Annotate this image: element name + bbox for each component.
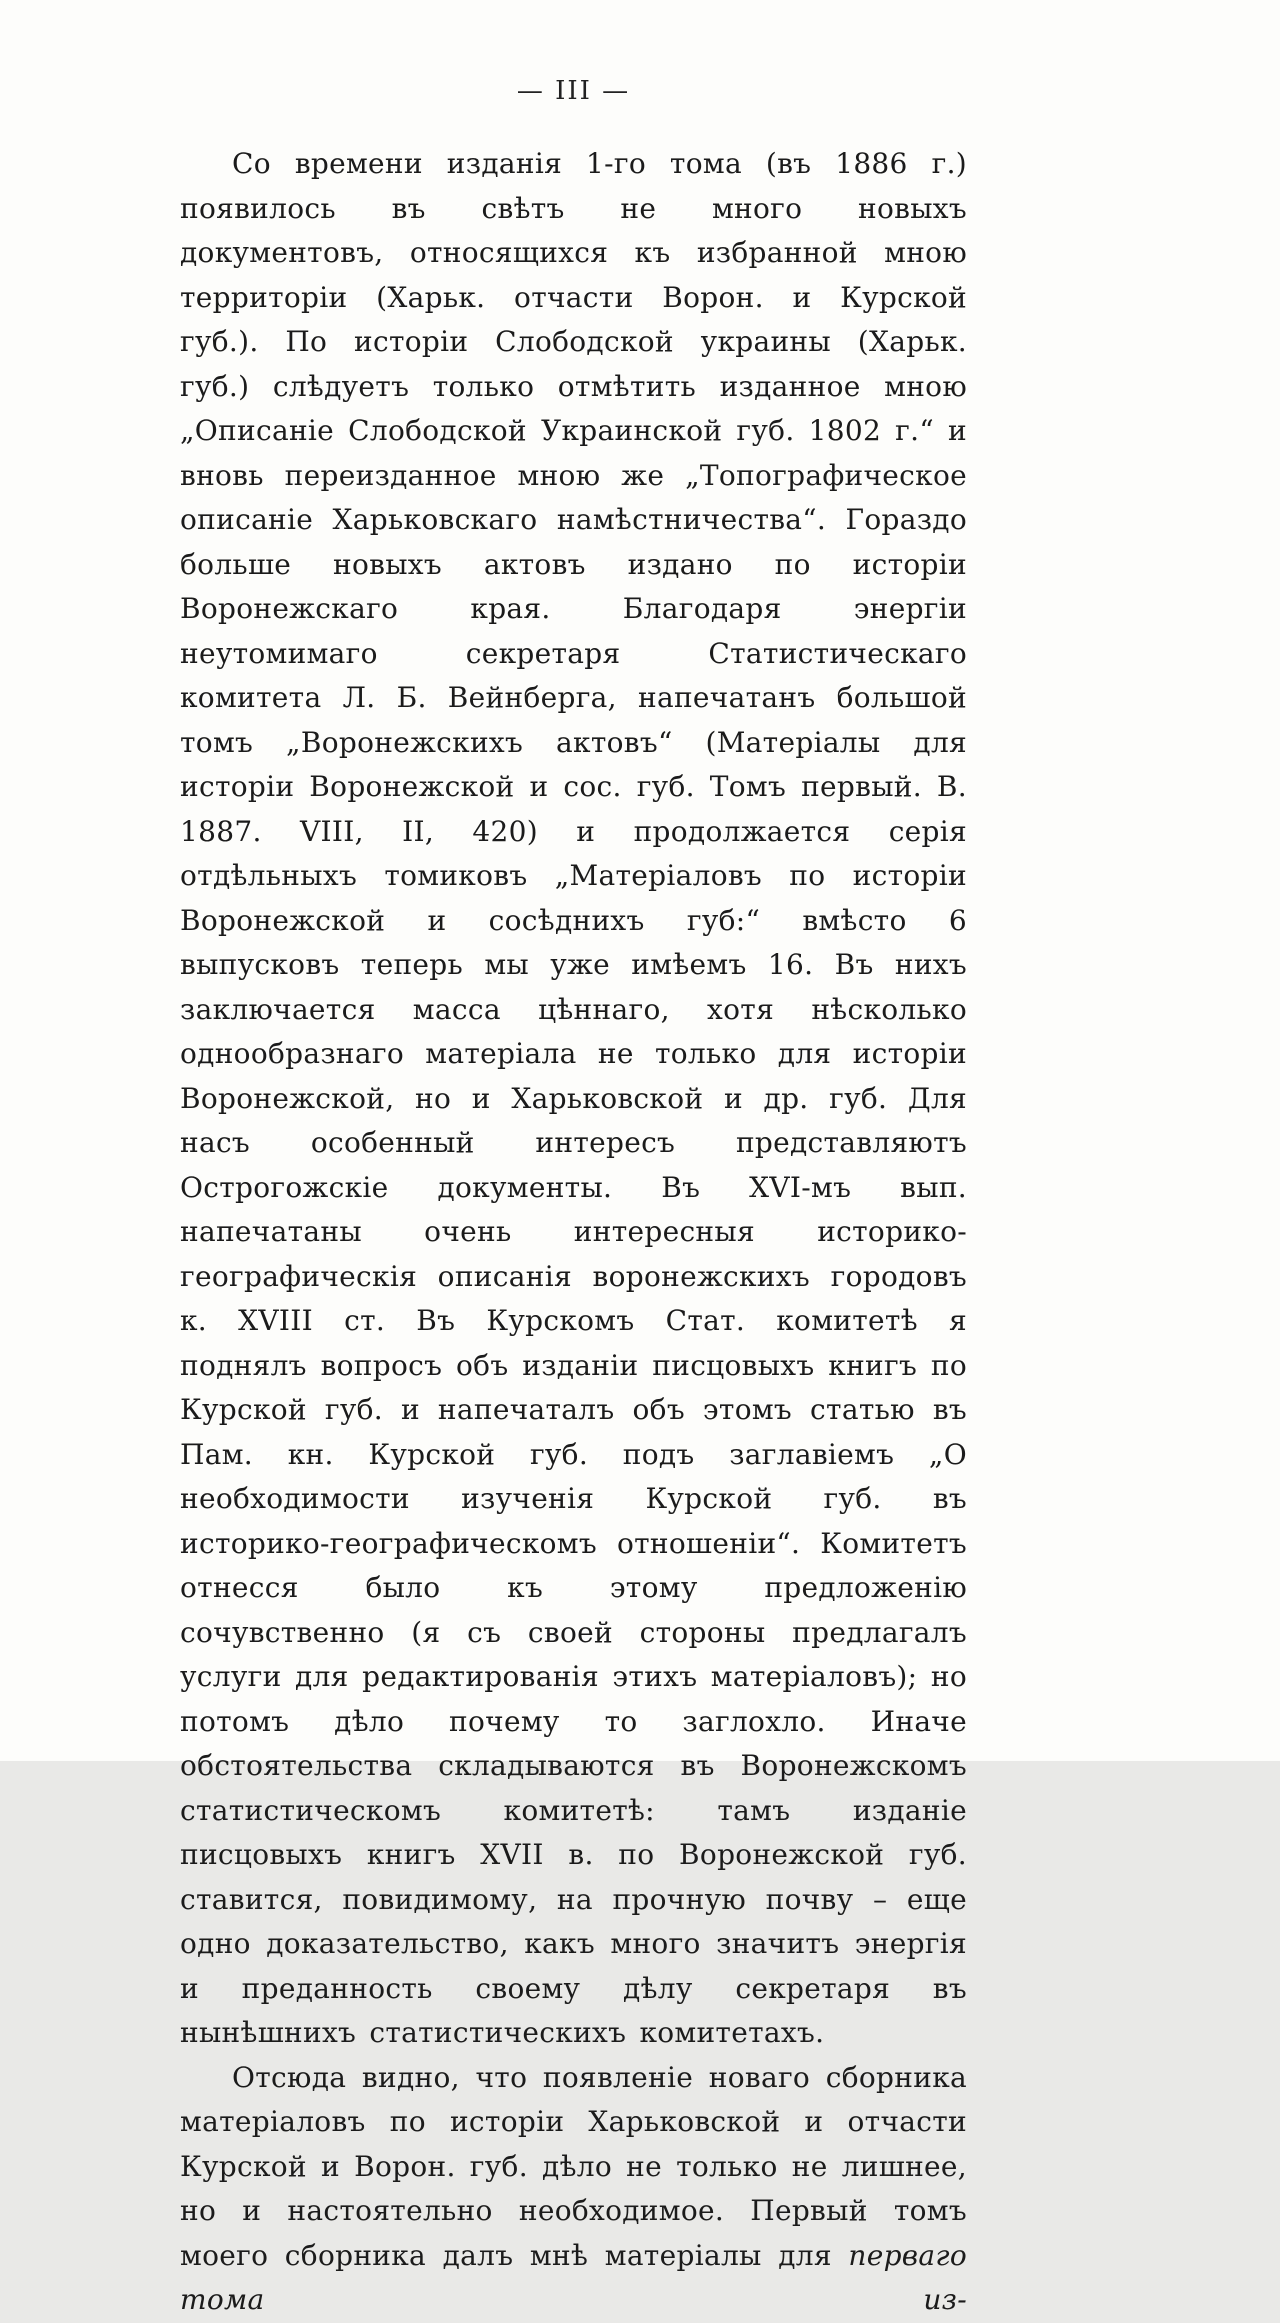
text-block [180,142,967,2323]
paragraph-1-text: Со времени изданія 1-го тома (въ 1886 г.) появилось въ свѣтъ не много новыхъ документовъ, относящихся къ избранной мною территоріи (Харьк. отчасти Ворон. и Курской губ.). По исторіи Слободской украины (Харьк. губ.) слѣдуетъ только отмѣтить изданное мною „Описаніе Слободской Украинской губ. 1802 г.“ и вновь переизданное мною же „Топографическое описаніе Харьковскаго намѣстничества“. Гораздо больше новыхъ актовъ издано по исторіи Воронежскаго края. Благодаря энергіи неутомимаго секретаря Статистическаго комитета Л. Б. Вейнберга, напечатанъ большой томъ „Воронежскихъ актовъ“ (Матеріалы для исторіи Воронежской и сос. губ. Томъ первый. В. 1887. VIII, II, 420) и продолжается серія отдѣльныхъ томиковъ „Матеріаловъ по исторіи Воронежской и сосѣднихъ губ:“ вмѣсто 6 выпусковъ теперь мы уже имѣемъ 16. Въ нихъ заключается масса цѣннаго, хотя нѣсколько однообразнаго матеріала не только для исторіи Воронежской, но и Харьковской и др. губ. Для насъ особенный интересъ представляютъ Острогожскіе документы. Въ XVI-мъ вып. напечатаны очень интересныя историко-географическія описанія воронежскихъ городовъ к. XVIII ст. Въ Курскомъ Стат. комитетѣ я поднялъ вопросъ объ изданіи писцовыхъ книгъ по Курской губ. и напечаталъ объ этомъ статью въ Пам. кн. Курской губ. подъ заглавіемъ „О необходимости изученія Курской губ. въ историко-географическомъ отношеніи“. Комитетъ отнесся было къ этому предложенію сочувственно (я съ своей стороны предлагалъ услуги для редактированія этихъ матеріаловъ); но потомъ дѣло почему то заглохло. Иначе обстоятельства складываются въ Воронежскомъ статистическомъ комитетѣ: тамъ изданіе писцовыхъ книгъ XVII в. по Воронежской губ. ставится, повидимому, на прочную почву – еще одно доказательство, какъ много значитъ энергія и преданность своему дѣлу секретаря въ нынѣшнихъ статистическихъ комитетахъ. [180,147,967,2049]
page-number: — III — [516,76,631,106]
paragraph-1 [180,142,967,2056]
paragraph-2-text: Отсюда видно, что появленіе новаго сборника матеріаловъ по исторіи Харьковской и отчасти Курской и Ворон. губ. дѣло не только не лишнее, но и настоятельно необходимое. Первый томъ моего сборника далъ мнѣ матеріалы для [180,2060,967,2272]
paragraph-2 [180,2056,967,2323]
paragraph-2-italic-text: перваго тома из- [180,2238,967,2316]
